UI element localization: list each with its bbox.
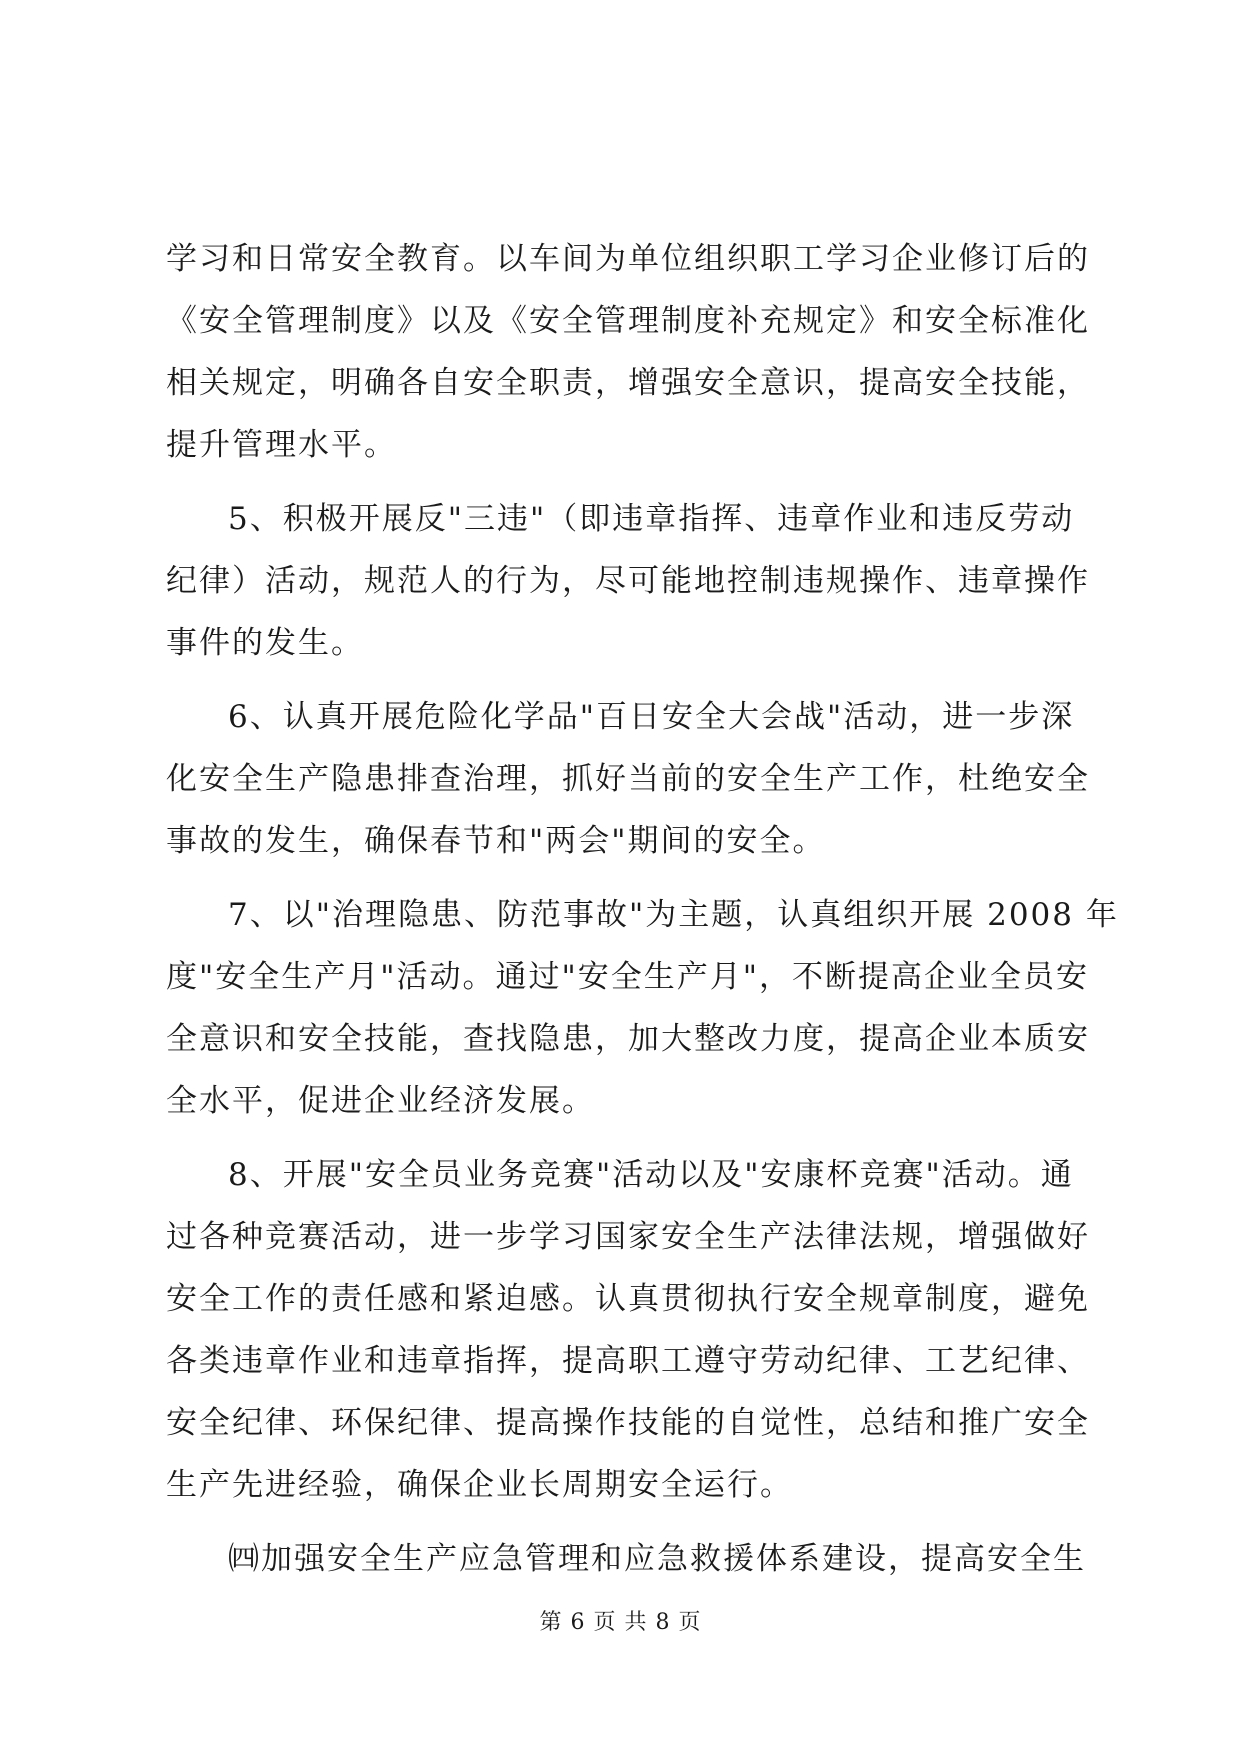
text-line: 全意识和安全技能，查找隐患，加大整改力度，提高企业本质安 xyxy=(166,1021,1090,1057)
text-line: 相关规定，明确各自安全职责，增强安全意识，提高安全技能， xyxy=(166,365,1090,401)
paragraph-section-4 xyxy=(166,1528,1086,1590)
text-line: 事件的发生。 xyxy=(166,625,364,661)
text-line: 度"安全生产月"活动。通过"安全生产月"，不断提高企业全员安 xyxy=(166,959,1090,995)
text-line: 过各种竞赛活动，进一步学习国家安全生产法律法规，增强做好 xyxy=(166,1219,1090,1255)
text-line: 提升管理水平。 xyxy=(166,427,397,463)
document-body xyxy=(166,228,1119,1590)
text-line: 纪律）活动，规范人的行为，尽可能地控制违规操作、违章操作 xyxy=(166,563,1090,599)
text-line: 5、积极开展反"三违"（即违章指挥、违章作业和违反劳动 xyxy=(228,501,1075,537)
text-line: 7、以"治理隐患、防范事故"为主题，认真组织开展 2008 年 xyxy=(228,897,1119,933)
text-line: 生产先进经验，确保企业长周期安全运行。 xyxy=(166,1467,793,1503)
text-line: 化安全生产隐患排查治理，抓好当前的安全生产工作，杜绝安全 xyxy=(166,761,1090,797)
text-line: 安全纪律、环保纪律、提高操作技能的自觉性，总结和推广安全 xyxy=(166,1405,1090,1441)
paragraph-continuation xyxy=(166,228,1090,476)
paragraph-item-8 xyxy=(166,1144,1090,1516)
text-line: ㈣加强安全生产应急管理和应急救援体系建设，提高安全生 xyxy=(228,1541,1086,1577)
paragraph-item-7 xyxy=(166,884,1119,1132)
text-line: 学习和日常安全教育。以车间为单位组织职工学习企业修订后的 xyxy=(166,241,1090,277)
text-line: 6、认真开展危险化学品"百日安全大会战"活动，进一步深 xyxy=(228,699,1075,735)
text-line: 安全工作的责任感和紧迫感。认真贯彻执行安全规章制度，避免 xyxy=(166,1281,1090,1317)
page-number-footer: 第 6 页 共 8 页 xyxy=(539,1610,702,1635)
paragraph-item-5 xyxy=(166,488,1090,674)
text-line: 8、开展"安全员业务竞赛"活动以及"安康杯竞赛"活动。通 xyxy=(228,1157,1074,1193)
text-line: 各类违章作业和违章指挥，提高职工遵守劳动纪律、工艺纪律、 xyxy=(166,1343,1090,1379)
text-line: 《安全管理制度》以及《安全管理制度补充规定》和安全标准化 xyxy=(166,303,1090,339)
text-line: 全水平，促进企业经济发展。 xyxy=(166,1083,595,1119)
paragraph-item-6 xyxy=(166,686,1090,872)
text-line: 事故的发生，确保春节和"两会"期间的安全。 xyxy=(166,823,826,859)
